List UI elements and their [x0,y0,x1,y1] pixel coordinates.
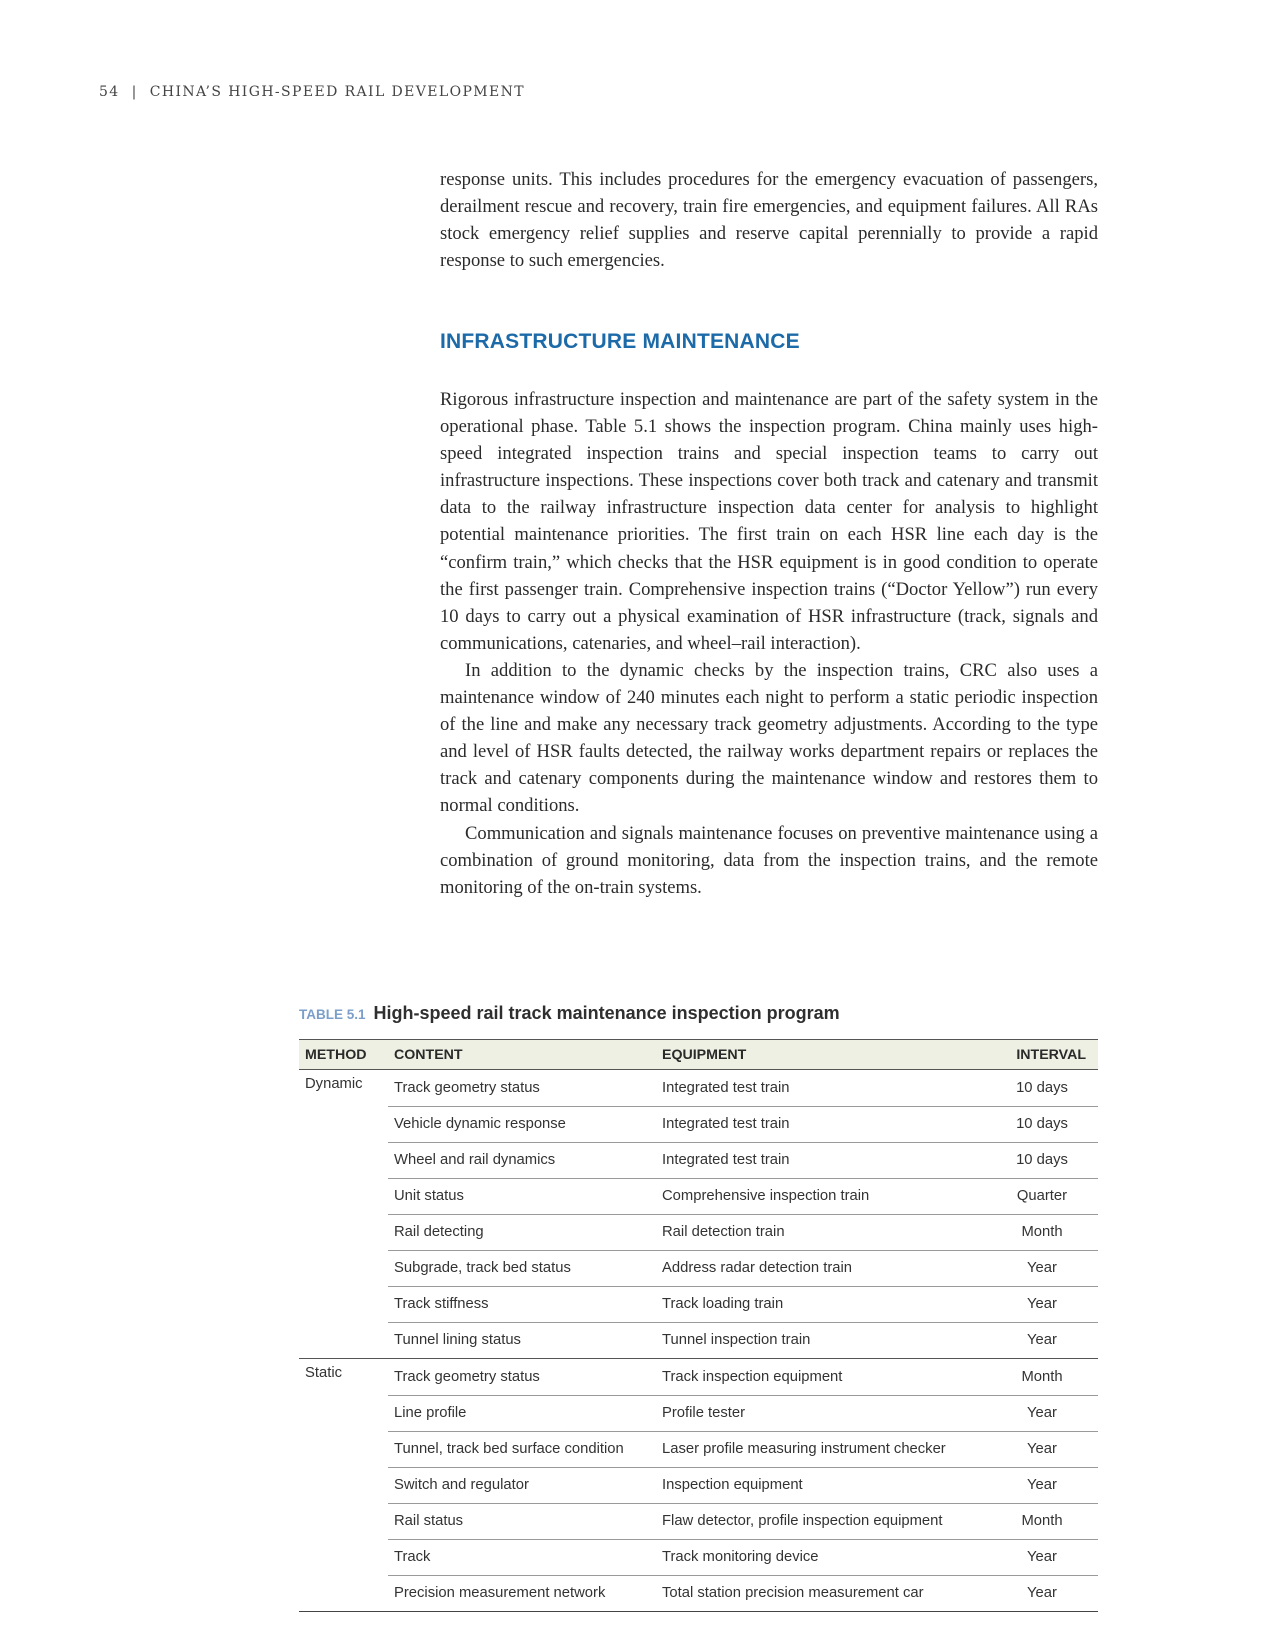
cell-content: Track geometry status [388,1359,656,1396]
intro-paragraph: response units. This includes procedures for the emergency evacuation of passengers, derailment rescue and recovery, train fire emergencies, and equipment failures. All RAs stock emergency relief supplies and reserve capital perennially to provide a rapid response to such emergencies. [440,169,1098,272]
cell-equipment: Track loading train [656,1286,986,1322]
cell-interval: Month [986,1214,1098,1250]
cell-equipment: Tunnel inspection train [656,1322,986,1359]
table-row [299,1539,1098,1575]
cell-method [299,1106,388,1142]
page-number: 54 [99,84,120,100]
cell-method [299,1214,388,1250]
cell-method [299,1575,388,1612]
cell-content: Unit status [388,1178,656,1214]
table-row [299,1250,1098,1286]
cell-equipment: Integrated test train [656,1142,986,1178]
cell-content: Tunnel, track bed surface condition [388,1431,656,1467]
table-row [299,1214,1098,1250]
cell-method [299,1467,388,1503]
cell-method [299,1142,388,1178]
paragraph-3: Communication and signals maintenance focuses on preventive maintenance using a combination of ground monitoring, data from the inspection trains, and the remote monitoring of the on-train systems. [440,822,1098,898]
cell-equipment: Total station precision measurement car [656,1575,986,1612]
table-row [299,1503,1098,1539]
cell-interval: Year [986,1467,1098,1503]
section-body [440,386,1098,901]
table-row [299,1070,1098,1107]
cell-content: Subgrade, track bed status [388,1250,656,1286]
cell-method [299,1395,388,1431]
table-row [299,1286,1098,1322]
cell-content: Vehicle dynamic response [388,1106,656,1142]
cell-interval: Year [986,1575,1098,1612]
table-header-row [299,1040,1098,1070]
header-interval: INTERVAL [986,1040,1098,1070]
paragraph-2: In addition to the dynamic checks by the inspection trains, CRC also uses a maintenance window of 240 minutes each night to perform a static periodic inspection of the line and make any necessary track geometry adjustments. According to the type and level of HSR faults detected, the railway works department repairs or replaces the track and catenary components during the maintenance window and restores them to normal conditions. [440,659,1098,817]
section-heading: INFRASTRUCTURE MAINTENANCE [440,330,800,353]
cell-content: Track geometry status [388,1070,656,1107]
cell-method [299,1286,388,1322]
cell-equipment: Track monitoring device [656,1539,986,1575]
book-title: CHINA’S HIGH-SPEED RAIL DEVELOPMENT [149,84,526,100]
cell-content: Switch and regulator [388,1467,656,1503]
table-row [299,1322,1098,1359]
cell-equipment: Rail detection train [656,1214,986,1250]
cell-interval: Quarter [986,1178,1098,1214]
cell-interval: Year [986,1431,1098,1467]
cell-method [299,1178,388,1214]
cell-equipment: Laser profile measuring instrument checker [656,1431,986,1467]
cell-method [299,1503,388,1539]
cell-equipment: Comprehensive inspection train [656,1178,986,1214]
cell-equipment: Profile tester [656,1395,986,1431]
cell-content: Wheel and rail dynamics [388,1142,656,1178]
cell-interval: Year [986,1250,1098,1286]
table-caption [299,1003,840,1024]
cell-method: Dynamic [305,1076,363,1092]
table-row [299,1395,1098,1431]
table-row [299,1178,1098,1214]
header-method: METHOD [299,1040,388,1070]
running-head-separator: | [131,84,138,100]
cell-interval: 10 days [986,1142,1098,1178]
cell-equipment: Address radar detection train [656,1250,986,1286]
table-body [299,1070,1098,1612]
cell-content: Tunnel lining status [388,1322,656,1359]
header-content: CONTENT [388,1040,656,1070]
cell-content: Line profile [388,1395,656,1431]
table-row [299,1106,1098,1142]
header-equipment: EQUIPMENT [656,1040,986,1070]
cell-interval: 10 days [986,1070,1098,1107]
cell-equipment: Inspection equipment [656,1467,986,1503]
cell-content: Precision measurement network [388,1575,656,1612]
cell-content: Rail detecting [388,1214,656,1250]
cell-interval: Month [986,1503,1098,1539]
cell-equipment: Flaw detector, profile inspection equipment [656,1503,986,1539]
cell-content: Track [388,1539,656,1575]
cell-interval: Year [986,1539,1098,1575]
table-row [299,1359,1098,1396]
cell-equipment: Integrated test train [656,1106,986,1142]
cell-interval: Month [986,1359,1098,1396]
cell-method [299,1539,388,1575]
intro-text [440,166,1098,274]
table-row [299,1575,1098,1612]
cell-method [299,1250,388,1286]
cell-content: Track stiffness [388,1286,656,1322]
cell-interval: Year [986,1395,1098,1431]
cell-method: Static [305,1365,343,1381]
table-number: TABLE 5.1 [299,1007,366,1022]
paragraph-1: Rigorous infrastructure inspection and maintenance are part of the safety system in the operational phase. Table 5.1 shows the inspection program. China mainly uses high-speed integrated inspection trains and special inspection teams to carry out infrastructure inspections. These inspections cover both track and catenary and transmit data to the railway infrastructure inspection data center for analysis to highlight potential maintenance priorities. The first train on each HSR line each day is the “confirm train,” which checks that the HSR equipment is in good condition to operate the first passenger train. Comprehensive inspection trains (“Doctor Yellow”) run every 10 days to carry out a physical examination of HSR infrastructure (track, signals and communications, catenaries, and wheel–rail interaction). [440,389,1098,654]
table-title: High-speed rail track maintenance inspection program [373,1003,840,1023]
table-row [299,1431,1098,1467]
running-head [99,84,525,100]
cell-method [299,1431,388,1467]
cell-interval: 10 days [986,1106,1098,1142]
table-row [299,1467,1098,1503]
cell-interval: Year [986,1322,1098,1359]
cell-content: Rail status [388,1503,656,1539]
cell-method [299,1322,388,1359]
table-row [299,1142,1098,1178]
cell-interval: Year [986,1286,1098,1322]
cell-equipment: Integrated test train [656,1070,986,1107]
inspection-table [299,1039,1098,1612]
cell-equipment: Track inspection equipment [656,1359,986,1396]
